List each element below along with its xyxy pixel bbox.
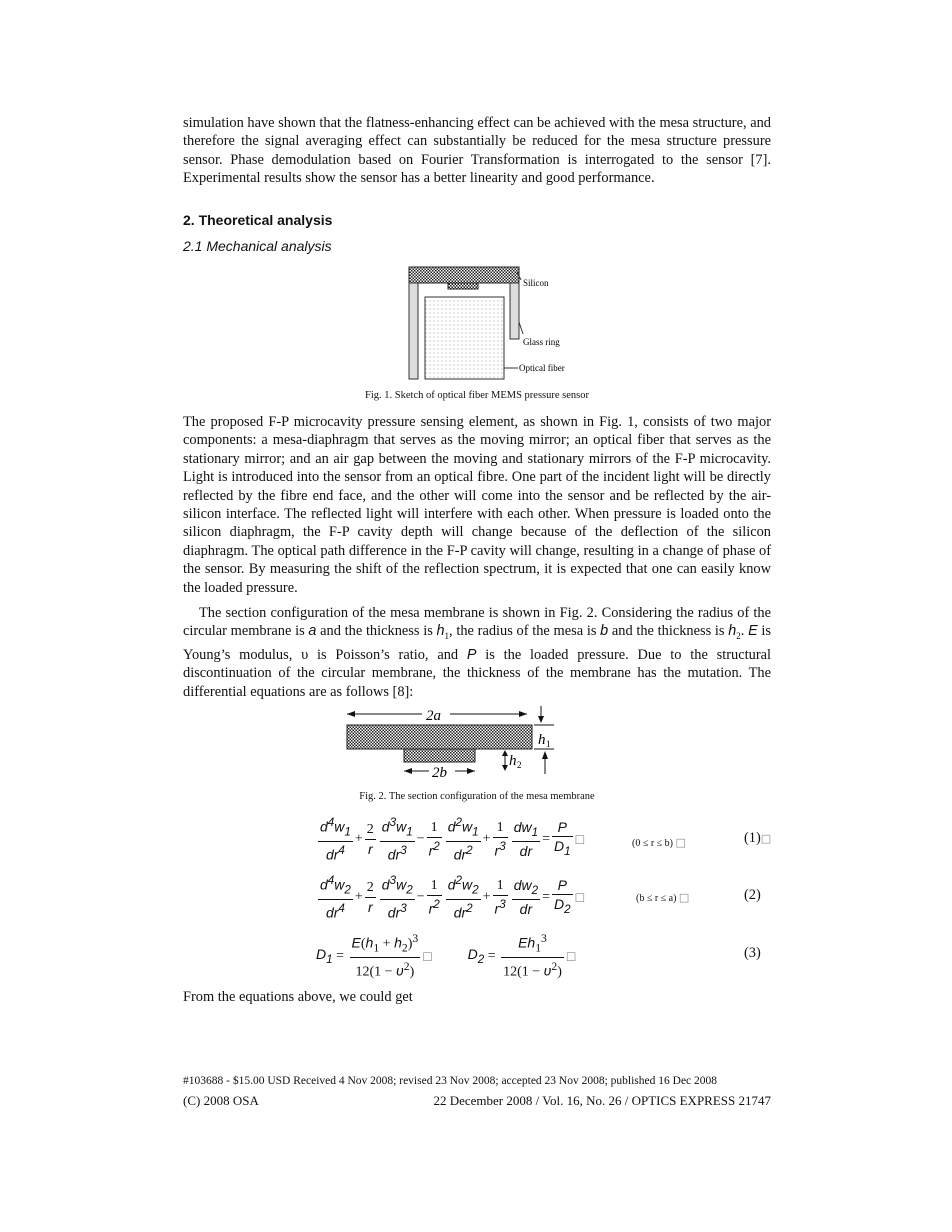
silicon-layer: [409, 267, 519, 283]
figure-1-caption: Fig. 1. Sketch of optical fiber MEMS pressure sensor: [365, 390, 589, 401]
glass-ring-left: [409, 283, 418, 379]
label-optical-fiber: Optical fiber: [519, 363, 565, 373]
footer-citation: 22 December 2008 / Vol. 16, No. 26 / OPTICS EXPRESS 21747: [433, 1093, 771, 1108]
para2-text: The section configuration of the mesa membrane is shown in Fig. 2. Considering the radius of the circular membrane is a and the thickness is $h_1$, the radius of the mesa is b and the thickness is $h_2$. E is Young’s modulus, υ is Poisson’s ratio, and P is the loaded pressure. Due to the structural discontinuation of the circular membrane, the thickness of the membrane has the mutation. The differential equations are as follows [8]:: [183, 605, 772, 700]
equation-3-number: (3): [744, 945, 761, 961]
membrane: [347, 725, 532, 749]
subsection-heading: [183, 238, 771, 254]
body-paragraph-2: [183, 604, 771, 701]
subsection-title: 2.1 Mechanical analysis: [183, 238, 332, 254]
label-glass-ring: Glass ring: [523, 337, 560, 347]
label-2b: 2b: [432, 765, 447, 781]
figure-2-caption: Fig. 2. The section configuration of the mesa membrane: [359, 791, 595, 802]
glass-ring-right: [510, 283, 519, 339]
body-paragraph-1: [183, 413, 771, 597]
section-title: 2. Theoretical analysis: [183, 212, 333, 228]
label-h1-sub: 1: [546, 739, 551, 749]
equation-1: $\frac{d^4w_1}{dr^4}$ + $\frac{2}{r}$ $\frac{d^3w_1}{dr^3}$ − $\frac{1}{r^2}$ $\frac{d^2w_1}{dr^2}$ + $\frac{1}{r^3}$ $\frac{dw_1}{dr}$ = $\frac{P}{D_1}$ □: [320, 816, 586, 864]
after-equations-text: From the equations above, we could get: [183, 989, 413, 1005]
label-silicon: Silicon: [523, 278, 549, 288]
intro-text: simulation have shown that the flatness-enhancing effect can be achieved with the mesa structure, and therefore the signal averaging effect can substantially be reduced for the mesa structure pressure sensor. Phase demodulation based on Fourier Transformation is interrogated to the sensor [7]. Experimental results show the sensor has a better linearity and good performance.: [183, 115, 771, 187]
equation-2-condition: (b ≤ r ≤ a) □: [636, 891, 690, 904]
label-h1: h: [538, 732, 546, 748]
equation-2: $\frac{d^4w_2}{dr^4}$ + $\frac{2}{r}$ $\frac{d^3w_2}{dr^3}$ − $\frac{1}{r^2}$ $\frac{d^2w_2}{dr^2}$ + $\frac{1}{r^3}$ $\frac{dw_2}{dr}$ = $\frac{P}{D_2}$ □: [320, 874, 586, 922]
equation-2-number: (2): [744, 887, 761, 903]
mesa-block: [404, 749, 475, 762]
equation-1-number: (1)□: [744, 830, 772, 846]
equation-1-condition: (0 ≤ r ≤ b) □: [632, 836, 686, 849]
label-2a: 2a: [426, 708, 441, 724]
footer-copyright: (C) 2008 OSA: [183, 1093, 259, 1108]
footer-line-1: #103688 - $15.00 USD Received 4 Nov 2008; revised 23 Nov 2008; accepted 23 Nov 2008; published 16 Dec 2008: [183, 1075, 718, 1087]
figure-2-section: [342, 704, 567, 784]
label-h2-sub: 2: [517, 760, 522, 770]
para1-text: The proposed F-P microcavity pressure sensing element, as shown in Fig. 1, consists of two major components: a mesa-diaphragm that serves as the moving mirror; an optical fiber that serves as the stationary mirror; and an air gap between the moving and stationary mirrors of the F-P microcavity. Light is introduced into the sensor from an optical fibre. One part of the incident light will be directly reflected by the fibre end face, and the other will come into the sensor and be reflected by the air-silicon interface. The reflected light will interfere with each other. When pressure is loaded onto the silicon diaphragm, the F-P cavity depth will change because of the deflection of the silicon diaphragm. The optical path difference in the F-P cavity will change, resulting in a change of phase of the sensor. By measuring the shift of the reflection spectrum, it is expected that one can easily know the loaded pressure.: [183, 414, 771, 596]
figure-1-sketch: [405, 264, 580, 382]
intro-paragraph: [183, 114, 771, 188]
after-equations: [183, 988, 771, 1006]
label-h2: h: [509, 753, 517, 769]
section-heading: [183, 212, 771, 228]
equation-3: $D_1$ = $\frac{E(h_1 + h_2)^3}{12(1 - \upsilon^2)}$ □ $D_2$ = $\frac{Eh_1^3}{12(1 - \upsilon^2)}$ □: [316, 932, 577, 981]
mesa: [448, 283, 478, 289]
optical-fiber: [425, 297, 504, 379]
